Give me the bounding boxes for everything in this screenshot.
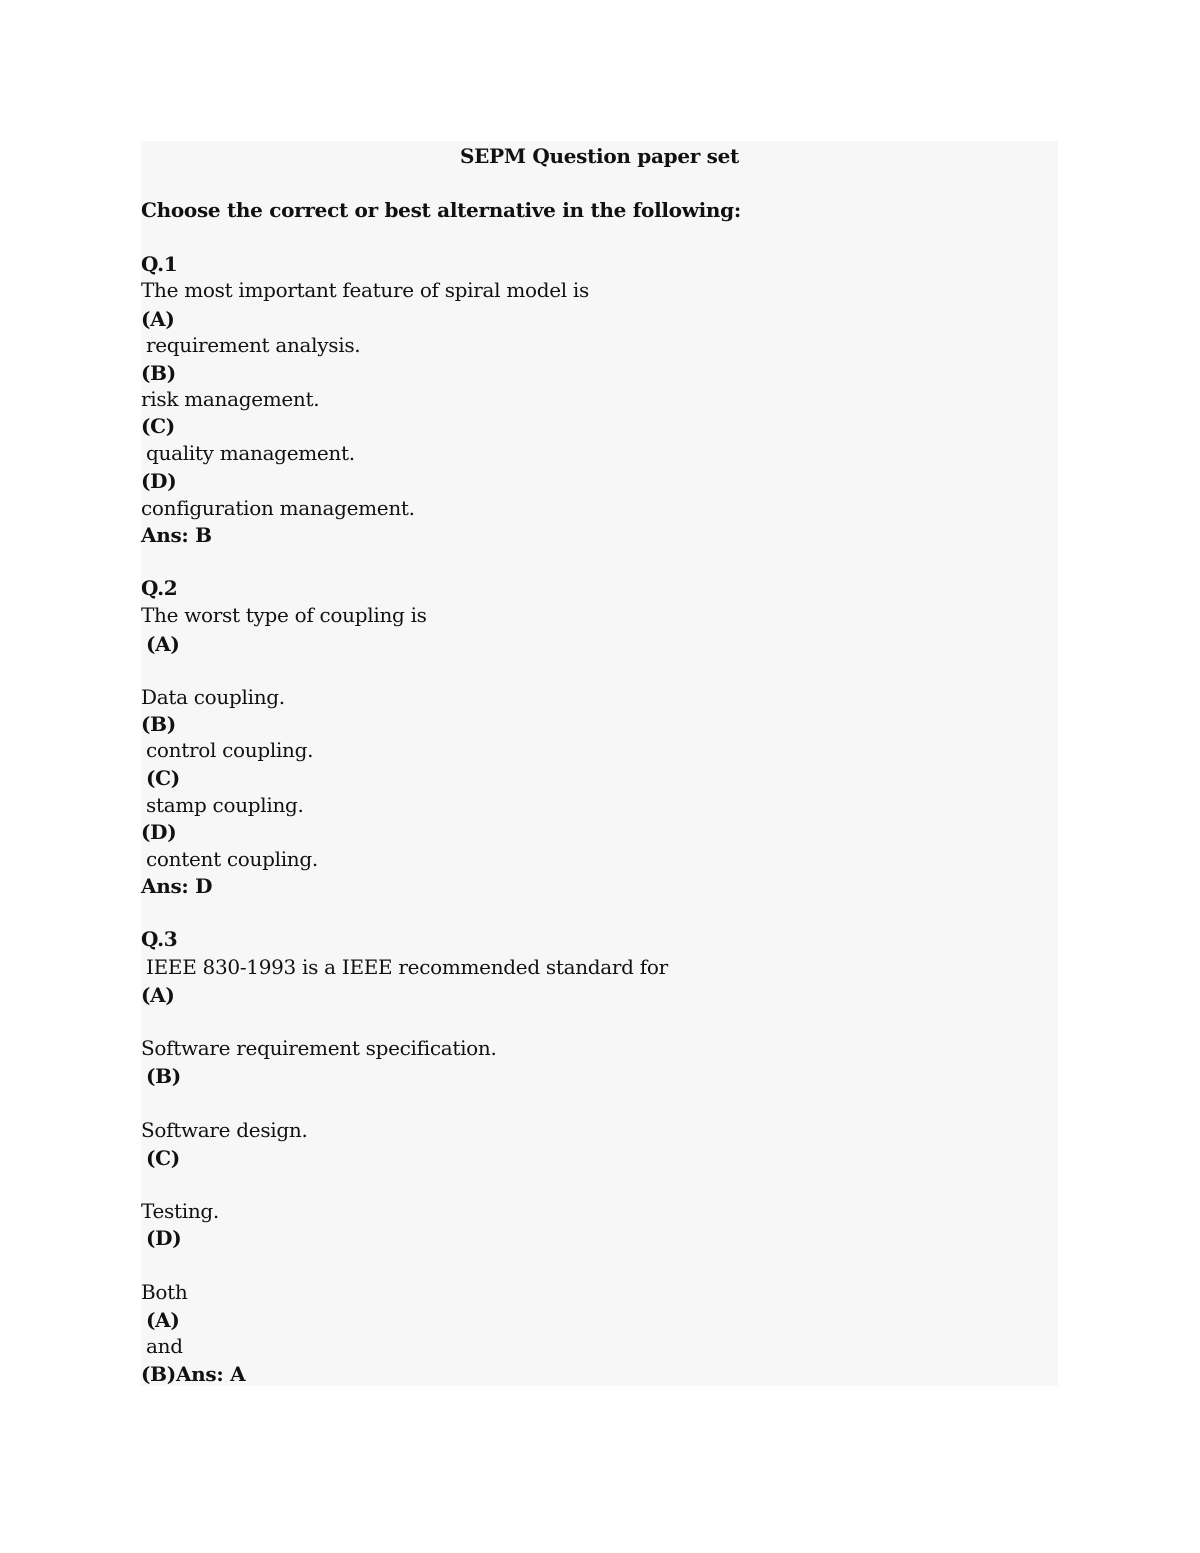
option-text: Both	[141, 1280, 188, 1304]
answer-line	[141, 1361, 245, 1388]
option-label: (C)	[141, 414, 175, 438]
option-text: risk management.	[141, 387, 320, 411]
option-label: (B)	[141, 361, 176, 385]
option-label: (C)	[146, 1146, 180, 1170]
question-text: The most important feature of spiral model is	[141, 278, 589, 302]
option-label: (A)	[141, 307, 175, 331]
option-label: (D)	[141, 469, 177, 493]
option-label: (A)	[146, 632, 180, 656]
option-text: configuration management.	[141, 496, 415, 520]
question-number: Q.3	[141, 927, 178, 951]
option-text: Software requirement specification.	[141, 1036, 497, 1060]
option-label: (B)	[141, 712, 176, 736]
option-label: (B)	[141, 1362, 176, 1386]
option-text: and	[146, 1334, 183, 1358]
option-label: (D)	[141, 820, 177, 844]
option-label: (B)	[146, 1064, 181, 1088]
question-number: Q.2	[141, 576, 178, 600]
option-text: quality management.	[146, 441, 355, 465]
instruction-text: Choose the correct or best alternative in the following:	[141, 198, 741, 222]
option-label: (A)	[146, 1308, 180, 1332]
option-text: stamp coupling.	[146, 793, 304, 817]
answer-text: Ans: B	[141, 523, 212, 547]
answer-text: Ans: D	[141, 874, 213, 898]
option-text: content coupling.	[146, 847, 318, 871]
question-number: Q.1	[141, 252, 178, 276]
question-paper-page	[141, 141, 1058, 1386]
option-text: requirement analysis.	[146, 333, 361, 357]
question-text: The worst type of coupling is	[141, 603, 427, 627]
option-label: (A)	[141, 983, 175, 1007]
option-text: Testing.	[141, 1199, 219, 1223]
option-label: (C)	[146, 766, 180, 790]
page-title: SEPM Question paper set	[460, 144, 739, 168]
option-text: Data coupling.	[141, 685, 285, 709]
option-text: control coupling.	[146, 738, 314, 762]
answer-text: Ans: A	[175, 1362, 246, 1386]
option-text: Software design.	[141, 1118, 308, 1142]
option-label: (D)	[146, 1226, 182, 1250]
question-text: IEEE 830-1993 is a IEEE recommended standard for	[146, 955, 668, 979]
